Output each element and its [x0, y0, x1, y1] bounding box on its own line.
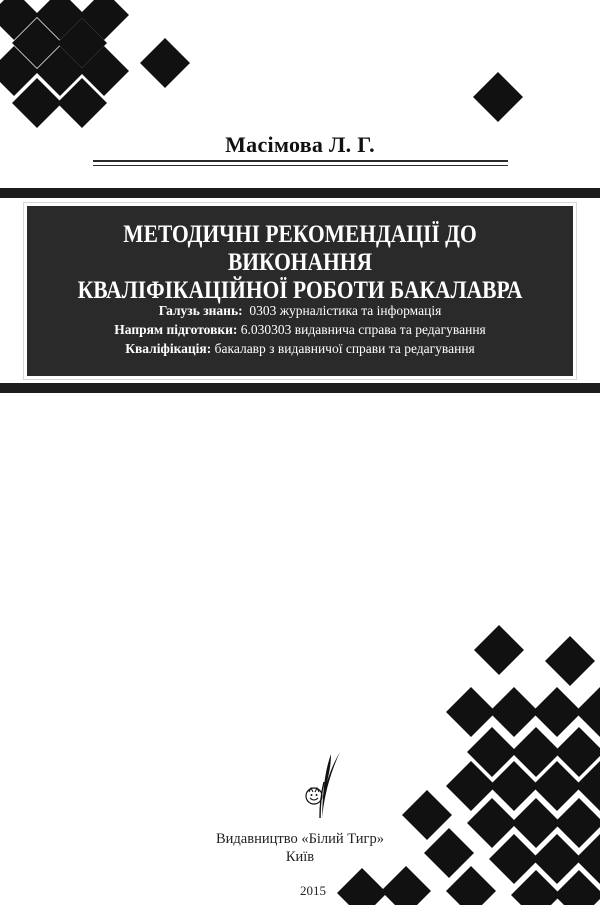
divider	[93, 160, 508, 162]
publisher-block	[180, 830, 420, 866]
band-stripe-bottom	[0, 383, 600, 393]
meta-label: Напрям підготовки:	[114, 322, 238, 337]
meta-direction	[27, 320, 573, 339]
publisher-city: Київ	[285, 849, 315, 865]
author-name: Масімова Л. Г.	[225, 132, 375, 157]
divider	[93, 165, 508, 166]
title-line-2: КВАЛІФІКАЦІЙНОЇ РОБОТИ БАКАЛАВРА	[77, 277, 523, 304]
title-line-1: МЕТОДИЧНІ РЕКОМЕНДАЦІЇ ДО ВИКОНАННЯ	[123, 221, 477, 276]
meta-qualification	[27, 339, 573, 358]
publication-year: 2015	[300, 883, 326, 898]
title-box	[27, 206, 573, 376]
publisher-name: Видавництво «Білий Тигр»	[215, 831, 385, 847]
meta-label: Кваліфікація:	[125, 341, 212, 356]
book-title	[65, 221, 535, 305]
meta-field	[27, 301, 573, 320]
meta-value: 0303 журналістика та інформація	[249, 303, 442, 318]
feather-tiger-logo-icon	[300, 748, 344, 820]
meta-value: бакалавр з видавничої справи та редагування	[214, 341, 475, 356]
meta-label: Галузь знань:	[158, 303, 243, 318]
band-stripe-top	[0, 188, 600, 198]
specialty-info	[27, 301, 573, 358]
meta-value: 6.030303 видавнича справа та редагування	[240, 322, 486, 337]
